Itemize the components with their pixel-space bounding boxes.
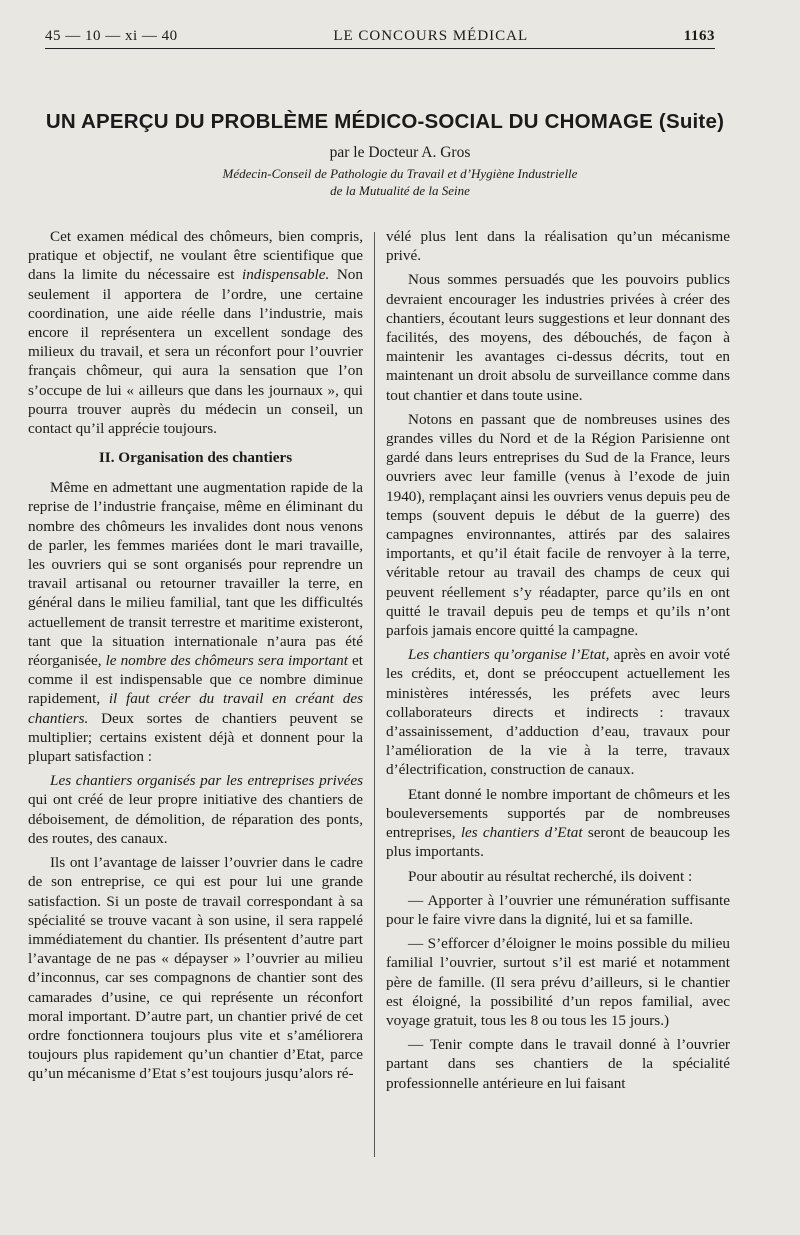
author-affiliation-line2: de la Mutualité de la Seine	[330, 183, 470, 198]
running-header	[45, 28, 715, 49]
author-affiliation-line1: Médecin-Conseil de Pathologie du Travail et d’Hygiène Industrielle	[222, 166, 578, 181]
right-column	[386, 227, 730, 1098]
paragraph: Notons en passant que de nombreuses usines des grandes villes du Nord et de la Région Parisienne ont gardé dans leurs entreprises du Sud de la France, leurs ouvriers avec leur famille (venus à l’exode de juin 1940), remplaçant ainsi les ouvriers venus depuis peu de temps (souvent depuis le début de la guerre) des campagnes environnantes, attirés par des salaires importants, et qu’il était facile de renvoyer à la terre, véritable retour au travail des champs de ceux qui peuvent réellement s’y réadapter, parce qu’ils en ont quitté le travail depuis peu de temps et qu’ils n’ont parfois jamais encore quitté la campagne.	[386, 410, 730, 640]
paragraph: Cet examen médical des chômeurs, bien compris, pratique et objectif, ne voulant être scientifique que dans la limite du nécessaire est indispensable. Non seulement il apportera de l’ordre, une certaine coordination, une aide réelle dans l’industrie, mais encore il représentera un excellent sondage des milieux du travail, et sera un réconfort pour l’ouvrier français chômeur, qui aura la sensation que l’on s’occupe de lui « ailleurs que dans les journaux », qui pourra trouver auprès du médecin un conseil, un contact qu’il apprécie toujours.	[28, 228, 363, 438]
paragraph: Pour aboutir au résultat recherché, ils doivent :	[408, 867, 693, 885]
left-column	[28, 227, 363, 1089]
paragraph: Etant donné le nombre important de chômeurs et les bouleversements supportés par de nombreuses entreprises, les chantiers d’Etat seront de beaucoup les plus importants.	[386, 785, 730, 861]
paragraph: Même en admettant une augmentation rapide de la reprise de l’industrie française, même en éliminant du nombre des chômeurs les invalides dont nous venons de parler, les femmes mariées dont le mari travaille, les ouvriers qui se sont organisés pour reprendre un travail artisanal ou retourner travailler la terre, en général dans le milieu familial, tant que les difficultés actuellement de transit terrestre et maritime existeront, tant que la situation internationale n’aura pas été réorganisée, le nombre des chômeurs sera important et comme il est indispensable que ce nombre diminue rapidement, il faut créer du travail en créant des chantiers. Deux sortes de chantiers peuvent se multiplier; certains existent déjà et donnent pour la plupart satisfaction :	[28, 479, 363, 766]
issue-date: 45 — 10 — xi — 40	[45, 28, 178, 44]
paragraph: — S’efforcer d’éloigner le moins possible du milieu familial l’ouvrier, surtout s’il est marié et notamment père de famille. (Il sera prévu d’ailleurs, si le chantier est éloigné, la possibilité d’un repos familial, avec voyage gratuit, tous les 8 ou tous les 15 jours.)	[386, 935, 730, 1029]
paragraph: vélé plus lent dans la réalisation qu’un mécanisme privé.	[386, 228, 730, 265]
article-byline: par le Docteur A. Gros	[329, 144, 471, 161]
section-heading: II. Organisation des chantiers	[98, 449, 293, 467]
column-divider	[374, 232, 375, 1157]
paragraph: Nous sommes persuadés que les pouvoirs publics devraient encourager les industries privées à créer des chantiers, écoutant leurs suggestions et leur donnant des facilités, des moyens, des débouchés, de façon à maintenir les avantages ci-dessus décrits, tout en maintenant un droit absolu de surveillance comme dans tout chantier et dans toute usine.	[386, 271, 730, 404]
paragraph: — Tenir compte dans le travail donné à l’ouvrier partant dans ses chantiers de la spécialité professionnelle antérieure en lui faisant	[386, 1036, 730, 1092]
paragraph: Ils ont l’avantage de laisser l’ouvrier dans le cadre de son entreprise, ce qui est pour lui une grande satisfaction. Si un poste de travail correspondant à sa spécialité se trouve vacant à son usine, il sera rappelé immédiatement du chantier. Ils présentent d’autre part l’avantage de ne pas « dépayser » l’ouvrier au milieu d’inconnus, car ses compagnons de chantier sont des camarades d’usine, ce qui représente un réconfort moral important. D’autre part, un chantier privé de cet ordre fonctionnera toujours plus vite et s’améliorera toujours plus rapidement qu’un chantier d’Etat, parce qu’un mécanisme d’Etat s’est toujours jusqu’alors ré-	[28, 854, 363, 1083]
paragraph: Les chantiers organisés par les entreprises privées qui ont créé de leur propre initiative des chantiers de déboisement, de démolition, de réparation des ponts, des routes, des canaux.	[28, 772, 363, 847]
article-title: UN APERÇU DU PROBLÈME MÉDICO-SOCIAL DU CHOMAGE (Suite)	[45, 110, 725, 133]
paragraph: — Apporter à l’ouvrier une rémunération suffisante pour le faire vivre dans la dignité, lui et sa famille.	[386, 891, 730, 928]
journal-name: LE CONCOURS MÉDICAL	[333, 28, 529, 44]
page-number: 1163	[683, 28, 715, 44]
paragraph: Les chantiers qu’organise l’Etat, après en avoir voté les crédits, et, dont se préoccupent actuellement les ministères intéressés, les préfets avec leurs collaborateurs directs et indirects : travaux d’assainissement, d’adduction d’eau, travaux pour l’amélioration de la vie à la terre, travaux d’électrification, construction de canaux.	[386, 646, 730, 779]
